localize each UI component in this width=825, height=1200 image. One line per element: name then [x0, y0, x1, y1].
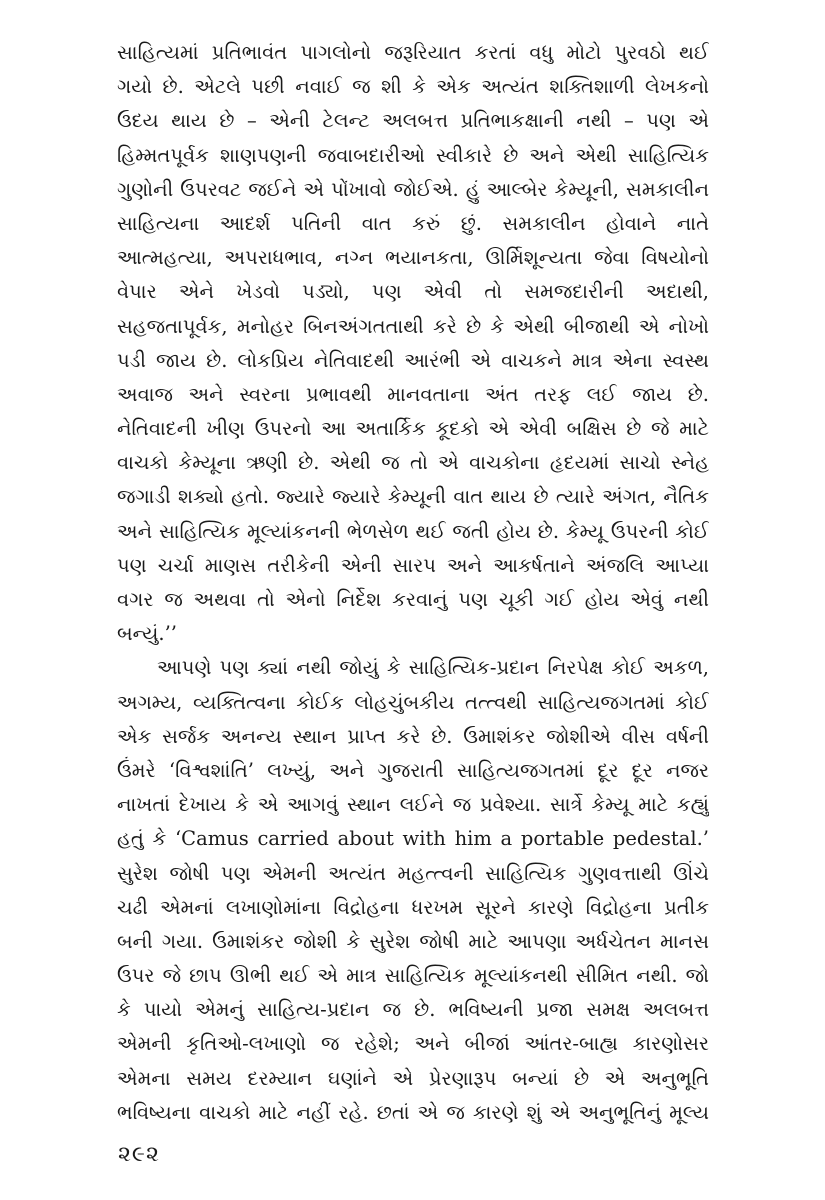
text-line: બની ગયા. ઉમાશંકર જોશી કે સુરેશ જોષી માટે આપણા અર્ધચેતન માનસ	[117, 929, 709, 953]
text-line: આત્મહત્યા, અપરાધભાવ, નગ્ન ભયાનકતા, ઊર્મિશૂન્યતા જેવા વિષયોનો	[117, 246, 709, 270]
text-line: એક સર્જક અનન્ય સ્થાન પ્રાપ્ત કરે છે. ઉમાશંકર જોશીએ વીસ વર્ષની	[117, 724, 709, 748]
text-line: આપણે પણ ક્યાં નથી જોયું કે સાહિત્યિક-પ્રદાન નિરપેક્ષ કોઈ અકળ,	[157, 656, 709, 680]
text-line: ગુણોની ઉપરવટ જઈને એ પોંખાવો જોઈએ. હું આલ્બેર કેમ્યૂની, સમકાલીન	[117, 177, 709, 201]
text-line: વાચકો કેમ્યૂના ઋણી છે. એથી જ તો એ વાચકોના હૃદયમાં સાચો સ્નેહ	[117, 451, 709, 475]
text-line: કે પાયો એમનું સાહિત્ય-પ્રદાન જ છે. ભવિષ્યની પ્રજા સમક્ષ અલબત્ત	[117, 998, 709, 1022]
text-line: વગર જ અથવા તો એનો નિર્દેશ કરવાનું પણ ચૂકી ગઈ હોય એવું નથી	[117, 588, 709, 611]
text-line: ઉદય થાય છે – એની ટેલન્ટ અલબત્ત પ્રતિભાકક્ષાની નથી – પણ એ	[117, 109, 709, 133]
text-line: વેપાર એને ખેડવો પડ્યો, પણ એવી તો સમજદારીની અદાથી,	[117, 280, 709, 304]
text-line: ભવિષ્યના વાચકો માટે નહીં રહે. છતાં એ જ કારણે શું એ અનુભૂતિનું મૂલ્ય	[117, 1100, 709, 1124]
text-line: અવાજ અને સ્વરના પ્રભાવથી માનવતાના અંત તરફ લઈ જાય છે.	[117, 382, 709, 406]
text-line: સહજતાપૂર્વક, મનોહર બિનઅંગતતાથી કરે છે કે એથી બીજાથી એ નોખો	[117, 314, 709, 338]
page-number: ૨૯૨	[118, 1142, 160, 1167]
text-line: હતું કે ‘Camus carried about with him a portable pedestal.’	[117, 827, 709, 851]
text-line: ગયો છે. એટલે પછી નવાઈ જ શી કે એક અત્યંત શક્તિશાળી લેખકનો	[117, 75, 709, 99]
text-line: હિમ્મતપૂર્વક શાણપણની જવાબદારીઓ સ્વીકારે છે અને એથી સાહિત્યિક	[117, 143, 709, 167]
text-line: નેતિવાદની ખીણ ઉપરનો આ અતાર્કિક કૂદકો એ એવી બક્ષિસ છે જે માટે	[117, 417, 709, 441]
text-line: જગાડી શક્યો હતો. જ્યારે જ્યારે કેમ્યૂની વાત થાય છે ત્યારે અંગત, નૈતિક	[117, 485, 709, 509]
page-body	[117, 36, 709, 1130]
text-line: સાહિત્યના આદર્શ પતિની વાત કરું છું. સમકાલીન હોવાને નાતે	[117, 211, 709, 235]
text-line: પડી જાય છે. લોકપ્રિય નેતિવાદથી આરંભી એ વાચકને માત્ર એના સ્વસ્થ	[117, 348, 709, 372]
text-line: સુરેશ જોષી પણ એમની અત્યંત મહત્ત્વની સાહિત્યિક ગુણવત્તાથી ઊંચે	[117, 861, 709, 885]
text-line: ઉંમરે ‘વિશ્વશાંતિ’ લખ્યું, અને ગુજરાતી સાહિત્યજગતમાં દૂર દૂર નજર	[117, 758, 709, 782]
text-line: પણ ચર્ચા માણસ તરીકેની એની સારપ અને આકર્ષતાને અંજલિ આપ્યા	[117, 553, 709, 577]
text-line: બન્યું.’’	[117, 622, 177, 646]
text-line: એમના સમય દરમ્યાન ઘણાંને એ પ્રેરણારૂપ બન્યાં છે એ અનુભૂતિ	[117, 1066, 709, 1090]
text-line: અગમ્ય, વ્યક્તિત્વના કોઈક લોહચુંબકીય તત્ત્વથી સાહિત્યજગતમાં કોઈ	[117, 690, 709, 714]
text-line: અને સાહિત્યિક મૂલ્યાંકનની ભેળસેળ થઈ જતી હોય છે. કેમ્યૂ ઉપરની કોઈ	[117, 519, 709, 543]
text-line: નાખતાં દેખાય કે એ આગવું સ્થાન લઈને જ પ્રવેશ્યા. સાર્ત્રે કેમ્યૂ માટે કહ્યું	[117, 793, 709, 817]
paragraph-2	[117, 651, 709, 1130]
text-line: સાહિત્યમાં પ્રતિભાવંત પાગલોનો જરૂરિયાત કરતાં વધુ મોટો પુરવઠો થઈ	[117, 41, 709, 64]
text-line: એમની કૃતિઓ-લખાણો જ રહેશે; અને બીજાં આંતર-બાહ્ય કારણોસર	[117, 1032, 709, 1056]
paragraph-1	[117, 36, 709, 651]
text-line: ઉપર જે છાપ ઊભી થઈ એ માત્ર સાહિત્યિક મૂલ્યાંકનથી સીમિત નથી. જો	[117, 964, 709, 988]
text-line: ચઢી એમનાં લખાણોમાંના વિદ્રોહના ધરખમ સૂરને કારણે વિદ્રોહના પ્રતીક	[117, 895, 709, 919]
